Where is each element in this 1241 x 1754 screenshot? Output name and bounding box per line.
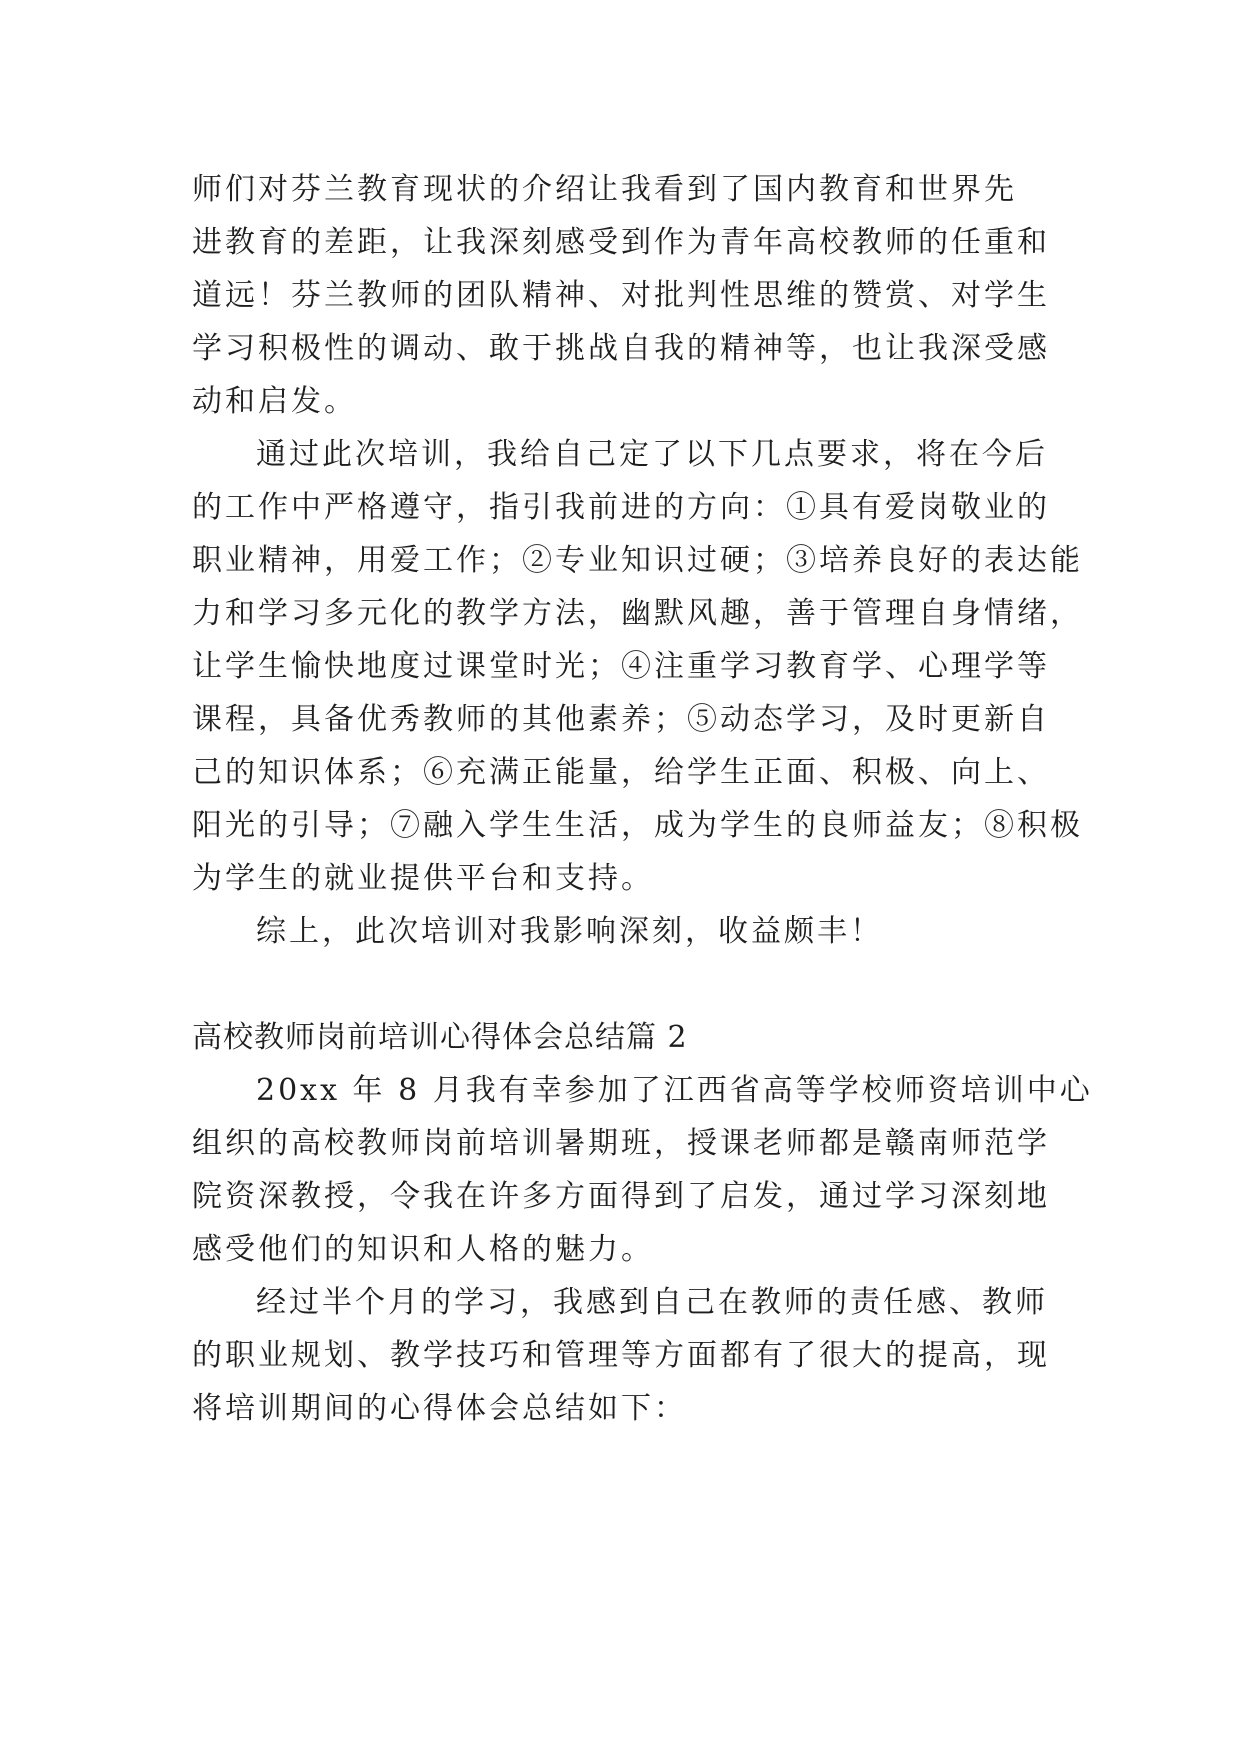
text-line: 师们对芬兰教育现状的介绍让我看到了国内教育和世界先 xyxy=(192,172,1017,207)
text-line: 力和学习多元化的教学方法，幽默风趣，善于管理自身情绪， xyxy=(192,596,1083,631)
text-line: 组织的高校教师岗前培训暑期班，授课老师都是赣南师范学 xyxy=(192,1126,1050,1161)
text-line: 让学生愉快地度过课堂时光；④注重学习教育学、心理学等 xyxy=(192,649,1050,684)
paragraph-start-line: 经过半个月的学习，我感到自己在教师的责任感、教师 xyxy=(256,1285,1048,1320)
text-line: 感受他们的知识和人格的魅力。 xyxy=(192,1232,654,1267)
text-line: 学习积极性的调动、敢于挑战自我的精神等，也让我深受感 xyxy=(192,331,1050,366)
text-line: 职业精神，用爱工作；②专业知识过硬；③培养良好的表达能 xyxy=(192,543,1083,578)
paragraph-start-line: 综上，此次培训对我影响深刻，收益颇丰！ xyxy=(256,914,883,949)
text-line: 进教育的差距，让我深刻感受到作为青年高校教师的任重和 xyxy=(192,225,1050,260)
text-line: 的职业规划、教学技巧和管理等方面都有了很大的提高，现 xyxy=(192,1338,1050,1373)
paragraph-start-line: 20xx 年 8 月我有幸参加了江西省高等学校师资培训中心 xyxy=(256,1073,1093,1108)
section-heading: 高校教师岗前培训心得体会总结篇 2 xyxy=(192,1020,688,1055)
text-line: 道远！芬兰教师的团队精神、对批判性思维的赞赏、对学生 xyxy=(192,278,1050,313)
text-line: 阳光的引导；⑦融入学生生活，成为学生的良师益友；⑧积极 xyxy=(192,808,1083,843)
text-line: 动和启发。 xyxy=(192,384,357,419)
text-line: 院资深教授，令我在许多方面得到了启发，通过学习深刻地 xyxy=(192,1179,1050,1214)
text-line: 课程，具备优秀教师的其他素养；⑤动态学习，及时更新自 xyxy=(192,702,1050,737)
text-line: 己的知识体系；⑥充满正能量，给学生正面、积极、向上、 xyxy=(192,755,1050,790)
text-line: 将培训期间的心得体会总结如下： xyxy=(192,1391,687,1426)
text-line: 的工作中严格遵守，指引我前进的方向：①具有爱岗敬业的 xyxy=(192,490,1050,525)
paragraph-start-line: 通过此次培训，我给自己定了以下几点要求，将在今后 xyxy=(256,437,1048,472)
text-line: 为学生的就业提供平台和支持。 xyxy=(192,861,654,896)
